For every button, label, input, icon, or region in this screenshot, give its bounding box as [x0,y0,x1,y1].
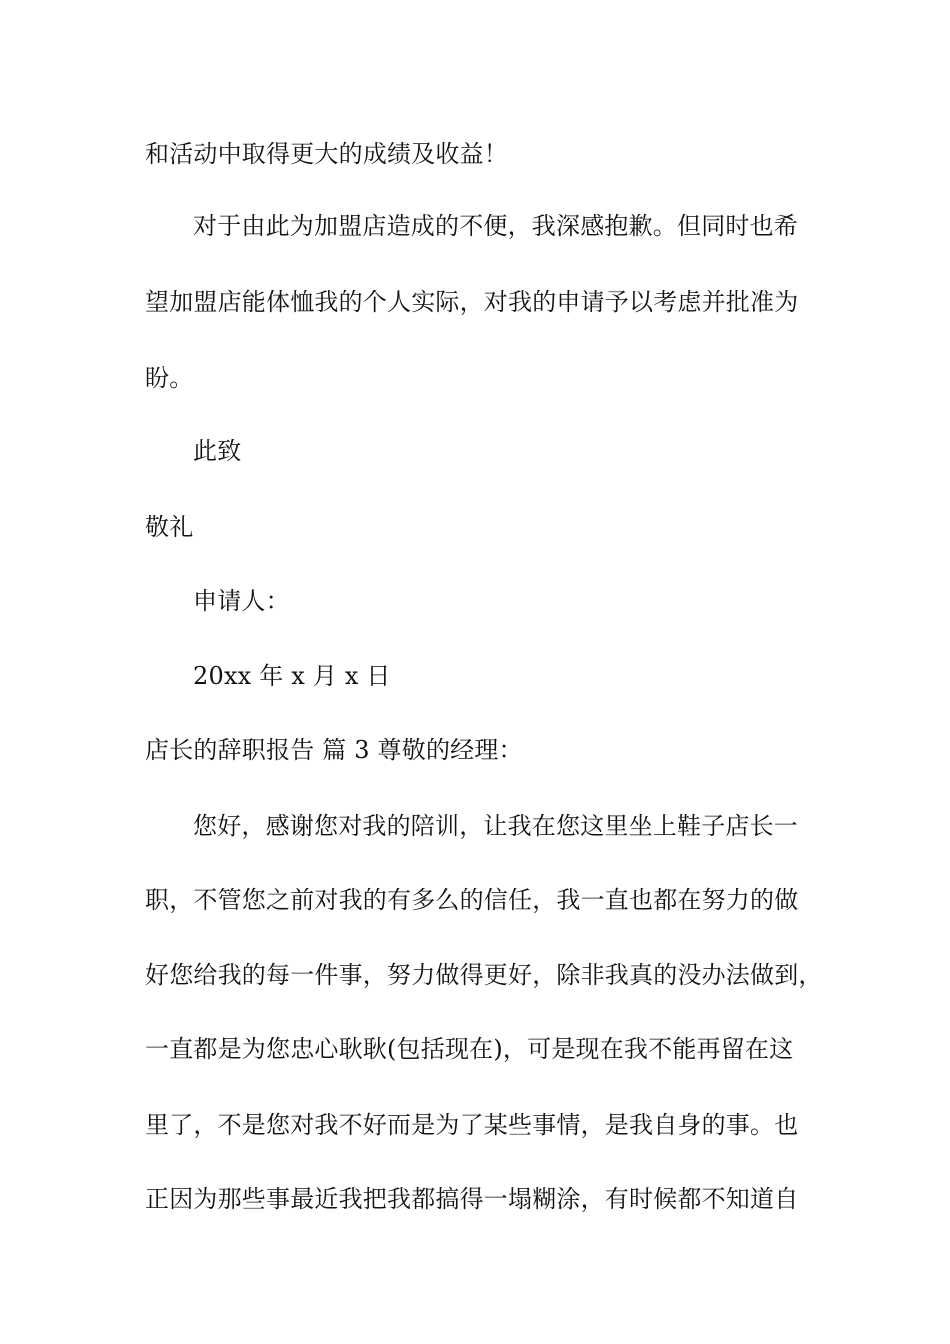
text-line: 和活动中取得更大的成绩及收益！ [145,140,508,168]
text-line: 正因为那些事最近我把我都搞得一塌糊涂，有时候都不知道自 [145,1185,799,1213]
text-line: 职，不管您之前对我的有多么的信任，我一直也都在努力的做 [145,886,799,914]
section-title: 店长的辞职报告 篇 3 尊敬的经理： [145,736,523,764]
text-line: 一直都是为您忠心耿耿(包括现在)，可是现在我不能再留在这 [145,1035,794,1063]
text-line: 对于由此为加盟店造成的不便，我深感抱歉。但同时也希 [193,212,798,240]
closing-line: 敬礼 [145,513,194,541]
text-line: 您好，感谢您对我的陪训，让我在您这里坐上鞋子店长一 [193,812,798,840]
closing-line: 此致 [193,437,242,465]
text-line: 里了，不是您对我不好而是为了某些事情，是我自身的事。也 [145,1111,799,1139]
text-line: 望加盟店能体恤我的个人实际，对我的申请予以考虑并批准为 [145,288,799,316]
text-line: 好您给我的每一件事，努力做得更好，除非我真的没办法做到， [145,961,823,989]
signature-line: 申请人： [193,587,290,615]
text-line: 盼。 [145,364,194,392]
date-line: 20xx 年 x 月 x 日 [193,662,391,690]
